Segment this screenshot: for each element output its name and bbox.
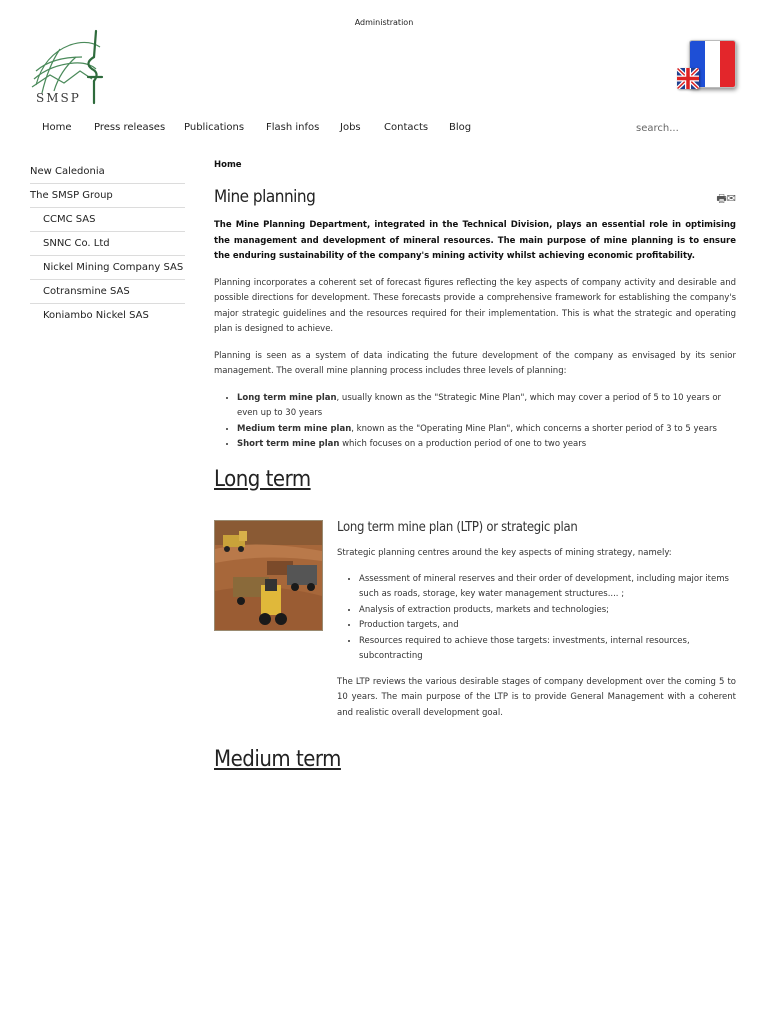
list-item: • Resources required to achieve those targets: investments, internal resources, subcontracting [359,634,736,665]
ltp-lead: Strategic planning centres around the key aspects of mining strategy, namely: [337,548,672,558]
sidebar-item-nickel-mining-company[interactable]: Nickel Mining Company SAS [30,256,185,280]
sidebar-item-cotransmine[interactable]: Cotransmine SAS [30,280,185,304]
printer-icon[interactable]: 🖶 [716,192,727,205]
list-item: • Analysis of extraction products, markets and technologies; [359,603,736,619]
uk-flag-icon [677,68,699,89]
paragraph-forecasts: Planning incorporates a coherent set of forecast figures reflecting the key aspects of company activity and desirable and possible directions for development. These forecasts provide a comprehensive framework for establishing the company's major strategic guidelines and the resources required for their implementation. This is what the strategic and operating plan is designed to achieve. [214,277,736,334]
nav-press-releases[interactable]: Press releases [94,122,166,133]
nav-blog[interactable]: Blog [449,122,472,133]
strategy-aspects-list [337,572,736,665]
search-input[interactable] [630,120,752,136]
level-medium-term-text: , known as the "Operating Mine Plan", which concerns a shorter period of 3 to 5 years [351,423,717,434]
list-item: • Production targets, and [359,618,736,634]
page-title: Mine planning [214,187,316,207]
ltp-summary: The LTP reviews the various desirable stages of company development over the coming 5 to 10 years. The main purpose of the LTP is to provide General Management with a coherent and realistic overall development goal. [337,676,736,718]
planning-levels-list [214,391,736,453]
sidebar [30,160,185,327]
level-medium-term-label: Medium term mine plan [237,423,352,434]
nav-publications[interactable]: Publications [184,122,245,133]
administration-link[interactable]: Administration [354,18,414,27]
nav-home[interactable]: Home [42,122,72,133]
list-item [237,422,736,438]
article-tools [716,191,736,207]
smsp-logo[interactable] [30,27,110,109]
nav-jobs[interactable]: Jobs [340,122,361,133]
nav-contacts[interactable]: Contacts [384,122,429,133]
list-item [237,437,736,453]
sidebar-item-snnc[interactable]: SNNC Co. Ltd [30,232,185,256]
heading-medium-term: Medium term [214,747,341,772]
sidebar-item-ccmc[interactable]: CCMC SAS [30,208,185,232]
logo-text: SMSP [36,91,81,105]
heading-long-term: Long term [214,467,311,492]
main-content [214,158,736,772]
level-short-term-label: Short term mine plan [237,439,340,449]
nav-flash-infos[interactable]: Flash infos [266,122,320,133]
sidebar-item-koniambo[interactable]: Koniambo Nickel SAS [43,310,149,321]
mining-photo-image [215,521,322,630]
level-short-term-text: which focuses on a production period of one to two years [339,439,587,449]
level-long-term-label: Long term mine plan [237,392,337,403]
sidebar-item-smsp-group[interactable]: The SMSP Group [30,184,185,208]
paragraph-planning-system: Planning is seen as a system of data indicating the future development of the company as envisaged by its senior management. The overall mine planning process includes three levels of planning: [214,350,736,376]
long-term-text-block [337,520,736,721]
list-item: • Assessment of mineral reserves and their order of development, including major items such as roads, storage, key water management structures.... ; [359,572,736,603]
level-long-term-text: , usually known as the "Strategic Mine Plan", which may cover a period of 5 to 10 years or even up to 30 years [237,392,722,418]
mining-trucks-photo [214,520,323,631]
breadcrumb-home[interactable]: Home [214,160,242,170]
ltp-subheading: Long term mine plan (LTP) or strategic plan [337,520,578,535]
list-item [237,391,736,422]
envelope-icon[interactable]: ✉ [726,192,736,205]
language-english-flag[interactable] [677,68,699,89]
intro-paragraph: The Mine Planning Department, integrated in the Technical Division, plays an essential role in optimising the management and development of mineral resources. The main purpose of mine planning is to ensure the enduring sustainability of the company's mining activity whilst achieving economic profitability. [214,220,736,261]
sidebar-item-new-caledonia[interactable]: New Caledonia [30,160,185,184]
